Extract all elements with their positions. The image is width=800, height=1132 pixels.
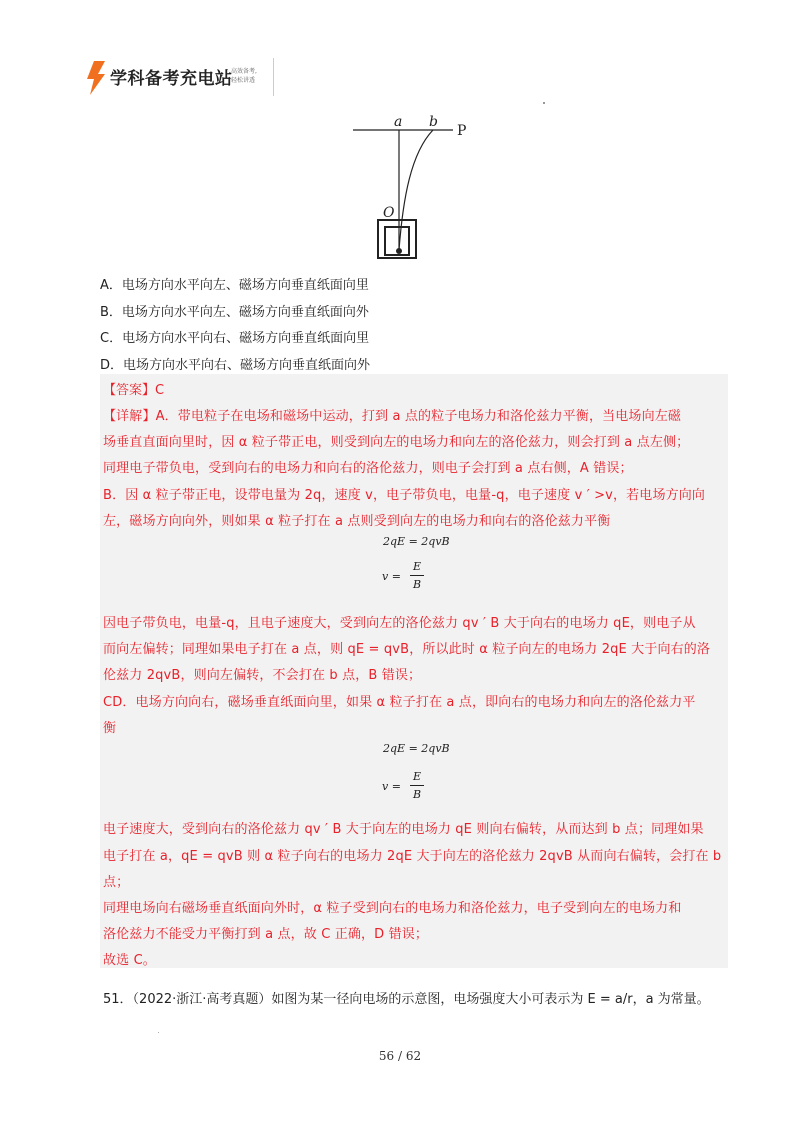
option-a: A．电场方向水平向左、磁场方向垂直纸面向里	[100, 278, 369, 293]
label-b: b	[429, 114, 438, 130]
equation-velocity-fraction: E B	[410, 770, 424, 801]
option-d: D．电场方向水平向右、磁场方向垂直纸面向外	[100, 357, 371, 373]
source-dot	[396, 248, 402, 254]
explanation-line: B．因 α 粒子带正电，设带电量为 2q，速度 v，电子带负电，电量-q，电子速度 v ′ >v，若电场方向向	[103, 488, 706, 503]
label-a: a	[394, 114, 403, 130]
option-b: B．电场方向水平向左、磁场方向垂直纸面向外	[100, 304, 369, 320]
explanation-line: 电子速度大，受到向右的洛伦兹力 qv ′ B 大于向左的电场力 qE 则向右偏转，从而达到 b 点；同理如果	[103, 822, 704, 837]
answer-label: 【答案】C	[103, 383, 165, 398]
lightning-bolt-icon	[85, 61, 107, 95]
explanation-line: 洛伦兹力不能受力平衡打到 a 点，故 C 正确，D 错误；	[103, 927, 429, 942]
explanation-line: 电子打在 a，qE = qvB 则 α 粒子向右的电场力 2qE 大于向左的洛伦兹力 2qvB 从而向右偏转，会打在 b	[103, 849, 722, 864]
header-divider	[273, 58, 274, 96]
explanation-line: 衡	[103, 721, 117, 736]
speck	[158, 1032, 159, 1033]
equation-balance: 2qE = 2qvB	[383, 742, 450, 755]
physics-figure	[345, 108, 485, 268]
explanation-line: 左，磁场方向向外，则如果 α 粒子打在 a 点则受到向左的电场力和向右的洛伦兹力平衡	[103, 514, 611, 529]
label-p: P	[457, 123, 467, 139]
explanation-line: 【详解】A．带电粒子在电场和磁场中运动，打到 a 点的粒子电场力和洛伦兹力平衡，当电场向左磁	[103, 409, 682, 424]
explanation-line: 故选 C。	[103, 953, 156, 968]
explanation-line: 同理电子带负电，受到向右的电场力和向右的洛伦兹力，则电子会打到 a 点右侧，A 错误；	[103, 461, 633, 476]
explanation-line: 点；	[103, 875, 130, 890]
explanation-line: 伦兹力 2qvB，则向左偏转，不会打在 b 点，B 错误；	[103, 668, 422, 683]
answer-options	[100, 273, 370, 379]
equation-velocity-lhs: v =	[382, 570, 401, 583]
header	[75, 58, 275, 98]
equation-balance: 2qE = 2qvB	[383, 535, 450, 548]
equation-velocity-lhs: v =	[382, 780, 401, 793]
explanation-line: 场垂直直面向里时，因 α 粒子带正电，则受到向左的电场力和向左的洛伦兹力，则会打到 a 点左侧；	[103, 435, 690, 450]
question-51: 51．（2022·浙江·高考真题）如图为某一径向电场的示意图，电场强度大小可表示为 E = a/r，a 为常量。	[103, 992, 710, 1007]
page-number: 56 / 62	[378, 1049, 422, 1063]
speck	[543, 102, 545, 104]
explanation-line: 因电子带负电，电量-q，且电子速度大，受到向左的洛伦兹力 qv ′ B 大于向右的电场力 qE，则电子从	[103, 616, 696, 631]
logo-tagline: 高效备考, 轻松讲透	[231, 68, 257, 84]
explanation-line: 而向左偏转；同理如果电子打在 a 点，则 qE = qvB，所以此时 α 粒子向左的电场力 2qE 大于向右的洛	[103, 642, 711, 657]
label-o: O	[383, 205, 395, 221]
option-c: C．电场方向水平向右、磁场方向垂直纸面向里	[100, 331, 370, 346]
logo-text: 学科备考充电站	[110, 69, 233, 89]
equation-velocity-fraction: E B	[410, 560, 424, 591]
explanation-line: CD．电场方向向右，磁场垂直纸面向里，如果 α 粒子打在 a 点，即向右的电场力和向左的洛伦兹力平	[103, 695, 696, 710]
explanation-line: 同理电场向右磁场垂直纸面向外时，α 粒子受到向右的电场力和洛伦兹力，电子受到向左的电场力和	[103, 901, 682, 916]
